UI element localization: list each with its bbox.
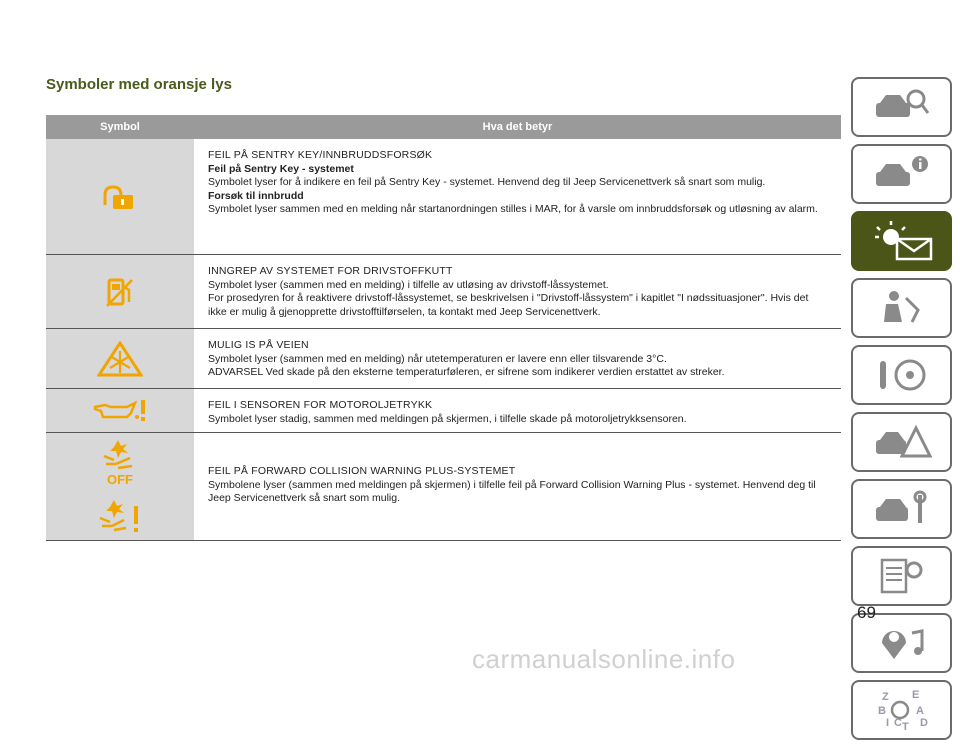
car-crash-icon — [872, 422, 932, 462]
table-row — [46, 433, 841, 541]
chapter-tab-index[interactable] — [851, 680, 952, 740]
page-number: 69 — [857, 603, 876, 622]
car-search-icon — [872, 87, 932, 127]
row-title: MULIG IS PÅ VEIEN — [208, 339, 309, 351]
svg-text:A: A — [915, 705, 924, 717]
chapter-tab-safety[interactable] — [851, 278, 952, 338]
collision-warning-fault-icon — [96, 498, 144, 536]
car-info-icon — [872, 154, 932, 194]
row-subtitle: Feil på Sentry Key - systemet — [208, 162, 354, 175]
chapter-sidebar — [851, 77, 952, 747]
row-subtitle: Forsøk til innbrudd — [208, 189, 304, 202]
table-row — [46, 139, 841, 255]
row-text: Symbolene lyser (sammen med meldingen på skjermen) i tilfelle feil på Forward Collision Warning Plus - systemet. Henvend deg til Jeep Servicenettverk så snart som mulig. — [208, 478, 816, 504]
collision-warning-off-icon — [98, 438, 142, 486]
watermark: carmanualsonline.info — [472, 644, 736, 674]
symbol-cell — [46, 255, 194, 328]
sentry-key-icon — [103, 183, 137, 211]
chapter-tab-maintenance[interactable] — [851, 479, 952, 539]
table-row — [46, 329, 841, 389]
svg-text:T: T — [901, 721, 909, 732]
row-text: Symbolet lyser (sammen med en melding) når utetemperaturen er lavere enn eller tilsvarende 3°C. — [208, 352, 667, 365]
header-symbol: Symbol — [100, 121, 140, 133]
car-wrench-icon — [872, 489, 932, 529]
svg-text:E: E — [911, 689, 919, 701]
chapter-tab-car-info[interactable] — [851, 144, 952, 204]
airbag-seat-icon — [872, 288, 932, 328]
off-label: OFF — [107, 471, 133, 486]
oil-pressure-icon — [93, 399, 147, 423]
ice-warning-icon — [97, 341, 143, 377]
symbol-cell — [46, 389, 194, 432]
row-text: For prosedyren for å reaktivere drivstoff-låssystemet, se beskrivelsen i "Drivstoff-låssystem" i kapitlet "I nødssituasjoner". Hvis det ikke er mulig å gjenopprette drivstofftilførselen, ta kontakt med Jeep Servicenettverk. — [208, 292, 809, 318]
table-row — [46, 389, 841, 433]
svg-text:C: C — [893, 717, 902, 729]
document-gear-icon — [872, 556, 932, 596]
row-text: Symbolet lyser (sammen med en melding) i tilfelle av utløsing av drivstoff-låssystemet. — [208, 278, 609, 291]
row-title: FEIL PÅ SENTRY KEY/INNBRUDDSFORSØK — [208, 149, 433, 161]
row-text: Symbolet lyser for å indikere en feil på Sentry Key - systemet. Henvend deg til Jeep Servicenettverk så snart som mulig. — [208, 176, 766, 188]
table-header — [46, 115, 841, 139]
svg-text:D: D — [919, 717, 928, 729]
row-title: FEIL I SENSOREN FOR MOTOROLJETRYKK — [208, 399, 433, 411]
symbol-cell — [46, 329, 194, 388]
symbol-cell — [46, 433, 194, 540]
row-title: FEIL PÅ FORWARD COLLISION WARNING PLUS-SYSTEMET — [208, 465, 516, 477]
chapter-tab-car-search[interactable] — [851, 77, 952, 137]
svg-text:I: I — [885, 717, 889, 729]
fuel-cutoff-icon — [105, 276, 135, 308]
row-text: Symbolet lyser sammen med en melding når startanordningen stilles i MAR, for å varsle om innbruddsforsøk og utløsning av alarm. — [208, 203, 818, 215]
symbol-table — [46, 115, 841, 541]
section-heading: Symboler med oransje lys — [46, 76, 232, 93]
chapter-tab-technical-data[interactable] — [851, 546, 952, 606]
svg-text:Z: Z — [881, 691, 889, 703]
chapter-tab-warning-lights[interactable] — [851, 211, 952, 271]
alphabet-index-icon — [872, 688, 932, 732]
header-meaning: Hva det betyr — [482, 121, 553, 133]
table-row — [46, 255, 841, 329]
steering-wheel-icon — [872, 355, 932, 395]
row-title: INNGREP AV SYSTEMET FOR DRIVSTOFFKUTT — [208, 265, 453, 277]
row-text: Symbolet lyser stadig, sammen med meldingen på skjermen, i tilfelle skade på motoroljetrykksensoren. — [208, 412, 687, 425]
chapter-tab-driving[interactable] — [851, 345, 952, 405]
location-music-icon — [872, 623, 932, 663]
svg-text:B: B — [877, 705, 886, 717]
symbol-cell — [46, 139, 194, 254]
chapter-tab-emergency[interactable] — [851, 412, 952, 472]
warning-light-envelope-icon — [867, 219, 937, 263]
row-text: ADVARSEL Ved skade på den eksterne temperaturføleren, er sifrene som indikerer verdien erstattet av streker. — [208, 366, 725, 378]
